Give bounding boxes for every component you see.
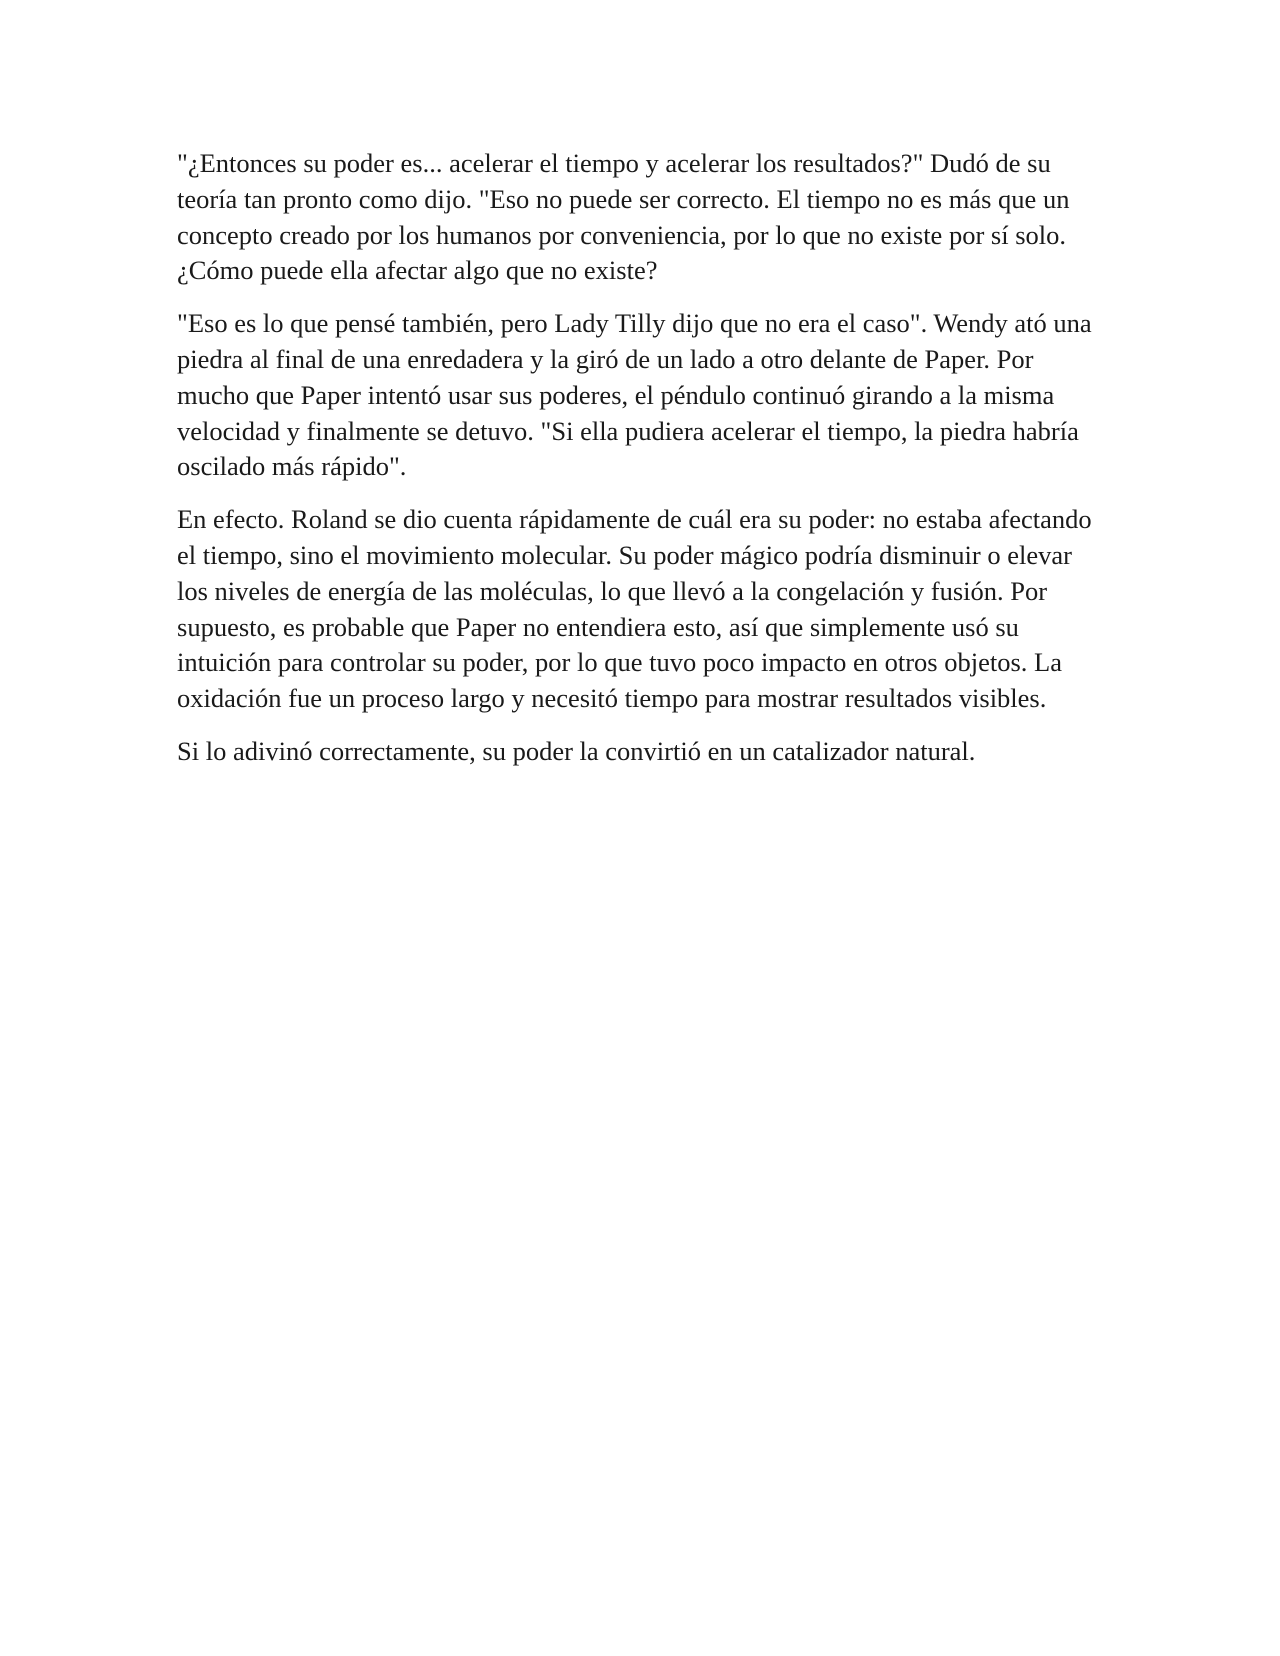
paragraph-1: "¿Entonces su poder es... acelerar el tiempo y acelerar los resultados?" Dudó de su teoría tan pronto como dijo. "Eso no puede ser correcto. El tiempo no es más que un concepto creado por los humanos por conveniencia, por lo que no existe por sí solo. ¿Cómo puede ella afectar algo que no existe? — [177, 148, 1070, 286]
body-text — [177, 146, 1107, 787]
paragraph-4: Si lo adivinó correctamente, su poder la convirtió en un catalizador natural. — [177, 735, 976, 766]
paragraph-3: En efecto. Roland se dio cuenta rápidamente de cuál era su poder: no estaba afectando el tiempo, sino el movimiento molecular. Su poder mágico podría disminuir o elevar los niveles de energía de las moléculas, lo que llevó a la congelación y fusión. Por supuesto, es probable que Paper no entendiera esto, así que simplemente usó su intuición para controlar su poder, por lo que tuvo poco impacto en otros objetos. La oxidación fue un proceso largo y necesitó tiempo para mostrar resultados visibles. — [177, 504, 1092, 714]
paragraph-2: "Eso es lo que pensé también, pero Lady Tilly dijo que no era el caso". Wendy ató una piedra al final de una enredadera y la giró de un lado a otro delante de Paper. Por mucho que Paper intentó usar sus poderes, el péndulo continuó girando a la misma velocidad y finalmente se detuvo. "Si ella pudiera acelerar el tiempo, la piedra habría oscilado más rápido". — [177, 308, 1092, 482]
